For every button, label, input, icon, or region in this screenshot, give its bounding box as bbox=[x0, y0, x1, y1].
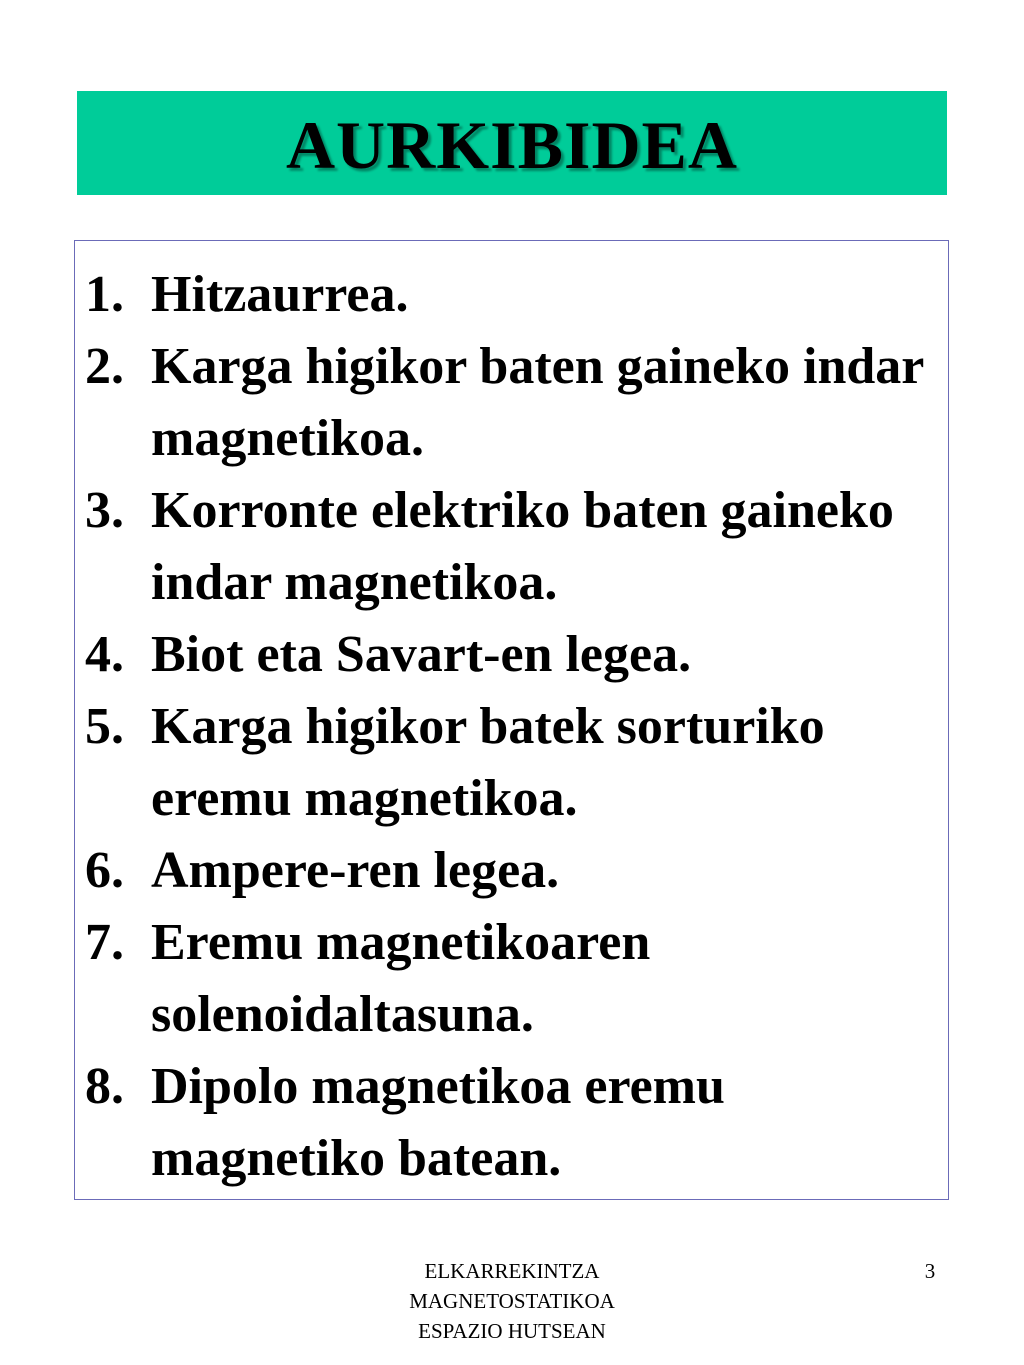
toc-item-number: 3. bbox=[85, 482, 124, 539]
toc-item-7 bbox=[85, 907, 945, 1051]
toc-item-text: Eremu magnetikoaren solenoidaltasuna. bbox=[151, 914, 651, 1043]
footer-line-3: ESPAZIO HUTSEAN bbox=[418, 1319, 606, 1343]
page-number: 3 bbox=[924, 1259, 936, 1283]
toc-item-3 bbox=[85, 475, 945, 619]
toc-item-text: Korronte elektriko baten gaineko indar magnetikoa. bbox=[151, 482, 894, 611]
toc-list bbox=[85, 259, 945, 1195]
toc-item-1 bbox=[85, 259, 945, 331]
toc-item-text: Karga higikor baten gaineko indar magnetikoa. bbox=[151, 338, 924, 467]
toc-item-text: Dipolo magnetikoa eremu magnetiko batean. bbox=[151, 1058, 725, 1187]
slide-title: AURKIBIDEA bbox=[285, 107, 739, 183]
toc-item-text: Biot eta Savart-en legea. bbox=[151, 626, 692, 683]
toc-item-number: 4. bbox=[85, 626, 124, 683]
toc-item-number: 2. bbox=[85, 338, 124, 395]
title-banner bbox=[77, 91, 947, 195]
toc-item-number: 6. bbox=[85, 842, 124, 899]
toc-item-number: 1. bbox=[85, 266, 124, 323]
toc-item-text: Karga higikor batek sorturiko eremu magnetikoa. bbox=[151, 698, 825, 827]
toc-item-6 bbox=[85, 835, 945, 907]
footer-line-1: ELKARREKINTZA bbox=[424, 1259, 600, 1283]
toc-item-2 bbox=[85, 331, 945, 475]
toc-item-5 bbox=[85, 691, 945, 835]
toc-item-number: 7. bbox=[85, 914, 124, 971]
toc-item-8 bbox=[85, 1051, 945, 1195]
footer-line-2: MAGNETOSTATIKOA bbox=[409, 1289, 615, 1313]
toc-box bbox=[74, 240, 949, 1200]
toc-item-text: Hitzaurrea. bbox=[151, 266, 409, 323]
slide-footer bbox=[352, 1256, 672, 1346]
toc-item-4 bbox=[85, 619, 945, 691]
toc-item-number: 8. bbox=[85, 1058, 124, 1115]
toc-item-number: 5. bbox=[85, 698, 124, 755]
toc-item-text: Ampere-ren legea. bbox=[151, 842, 560, 899]
